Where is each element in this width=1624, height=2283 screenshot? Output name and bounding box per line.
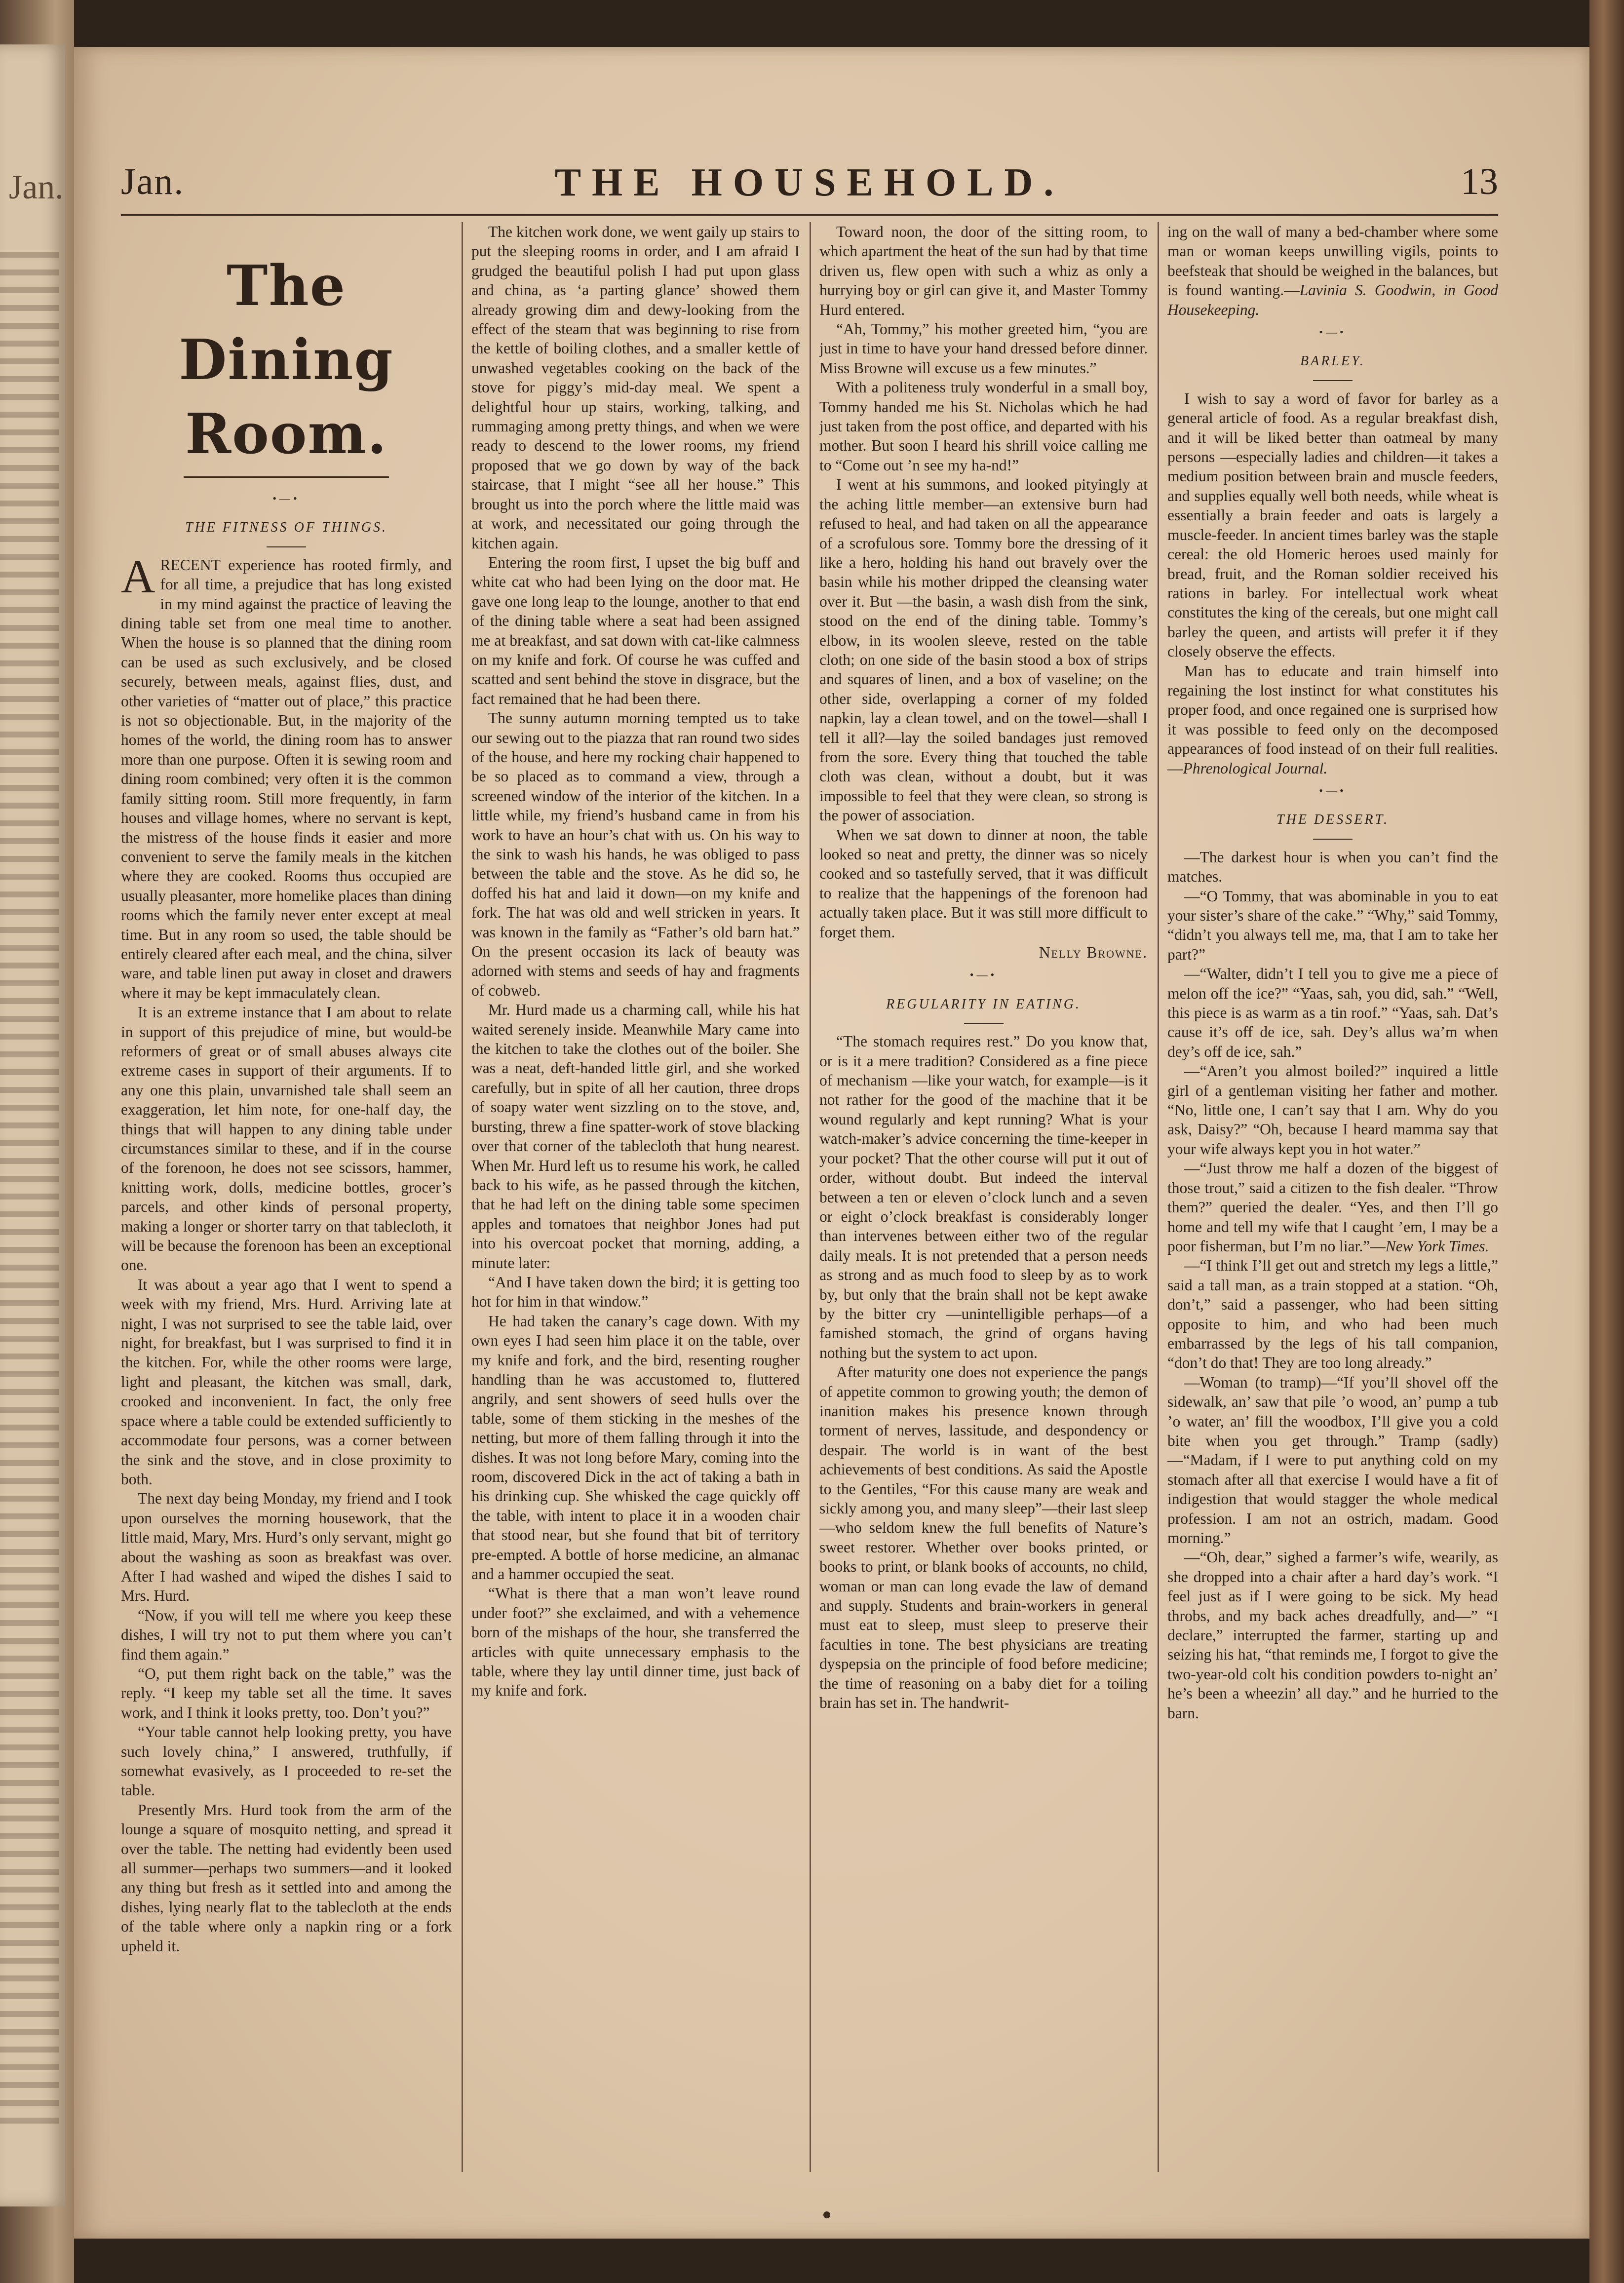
masthead-title: THE HOUSEHOLD. <box>554 161 1065 204</box>
paragraph-text: The sunny autumn morning tempted us to take our sewing out to the piazza that ran round two sides of the house, and here my rocking chair happened to be so placed as to command a view, through a screened window of the interior of the kitchen. In a little while, my friend’s husband came in from his work to have an hour’s chat with us. On his way to the sink to wash his hands, he was obliged to pass between the table and the stove. As he did so, he doffed his hat and laid it down—on my knife and fork. The hat was old and well stricken in years. It was known in the family as “Father’s old barn hat.” On the present occasion its lack of beauty was adorned with stems and seeds of hay and fragments of cobweb. <box>471 709 800 999</box>
paragraph <box>121 1800 452 1956</box>
source-attribution: Lavinia S. Goodwin, in Good Housekeeping. <box>1167 281 1498 318</box>
paragraph-text: —The darkest hour is when you can’t find the matches. <box>1167 848 1498 886</box>
article-subhead: THE FITNESS OF THINGS. <box>185 520 387 536</box>
paragraph <box>1167 848 1498 887</box>
ornament-divider: •—• <box>1319 326 1347 339</box>
paragraph-text: The next day being Monday, my friend and I took upon ourselves the morning housework, that the little maid, Mary, Mrs. Hurd’s only servant, might go about the washing as soon as breakfast was over. After I had washed and wiped the dishes I said to Mrs. Hurd. <box>121 1490 452 1605</box>
paragraph <box>819 475 1148 825</box>
column-4 <box>1167 222 1498 2172</box>
paragraph-text: Mr. Hurd made us a charming call, while his hat waited serenely inside. Meanwhile Mary came into the kitchen to take the clothes out of the boiler. She was a neat, deft-handed little girl, and she worked carefully, but in spite of all her caution, three drops of soapy water went sizzling on to the stove, and, bursting, threw a fine spatter-work of stove blacking over that corner of the tablecloth that hung nearest. When Mr. Hurd left us to resume his work, he called back to his wife, as he passed through the kitchen, that he had left on the dining table some specimen apples and tomatoes that neighbor Jones had put into his overcoat pocket that morning, adding, a minute later: <box>471 1001 800 1272</box>
paragraph-text: —Woman (to tramp)—“If you’ll shovel off the sidewalk, an’ saw that pile ’o wood, an’ pump a tub ’o water, an’ fill the woodbox, I’ll give you a cold bite when you get through.” Tramp (sadly)—“Madam, if I were to put anything cold on my stomach after all that exercise I would have a fit of indigestion that would stagger the whole medical profession. I am not an ostrich, madam. Good morning.” <box>1167 1373 1498 1547</box>
paragraph-text: RECENT experience has rooted firmly, and for all time, a prejudice that has long existed in my mind against the practice of leaving the dining table set from one meal time to another. When the house is so planned that the dining room can be used as such exclusively, and be closed securely, between meals, against flies, dust, and other varieties of “matter out of place,” this practice is not so objectionable. But, in the majority of the homes of the world, the dining room has to answer more than one purpose. Often it is sewing room and dining room combined; very often it is the common family sitting room. Still more frequently, in farm houses and village homes, where no servant is kept, the mistress of the house finds it easier and more convenient to serve the family meals in the kitchen where they are cooked. Rooms thus occupied are usually pleasanter, more homelike places than dining rooms which the family never enter except at meal time. But in any room so used, the table should be entirely cleared after each meal, and the china, silver ware, and table linen put away in closet and drawers where it may be kept immaculately clean. <box>121 556 452 1002</box>
book-edge-right <box>1589 0 1624 2283</box>
paragraph <box>471 1000 800 1273</box>
paragraph <box>471 1584 800 1700</box>
paragraph-text: “Your table cannot help looking pretty, you have such lovely china,” I answered, truthfully, if somewhat evasively, as I proceeded to re-set the table. <box>121 1723 452 1799</box>
drop-cap: A <box>121 549 155 603</box>
paragraph-text: Presently Mrs. Hurd took from the arm of the lounge a square of mosquito netting, and spread it over the table. The netting had evidently been used all summer—perhaps two summers—and it looked any thing but fresh as it settled into and among the dishes, lying nearly flat to the tablecloth at the ends of the table where only a napkin ring or a fork upheld it. <box>121 1801 452 1955</box>
paragraph <box>819 319 1148 378</box>
paragraph <box>121 1003 452 1275</box>
article-subhead: BARLEY. <box>1300 353 1365 369</box>
paragraph <box>121 1275 452 1489</box>
paragraph <box>1167 389 1498 661</box>
source-attribution: New York Times. <box>1385 1237 1489 1255</box>
paragraph-text: With a politeness truly wonderful in a small boy, Tommy handed me his St. Nicholas which he had just taken from the post office, and departed with his mother. But soon I heard his shrill voice calling me to “Come out ’n see my ha-nd!” <box>819 379 1148 474</box>
masthead-month: Jan. <box>121 161 185 202</box>
source-attribution: Phrenological Journal. <box>1183 759 1328 777</box>
article-subhead: REGULARITY IN EATING. <box>886 996 1081 1012</box>
paragraph <box>1167 1373 1498 1548</box>
paragraph <box>121 549 452 1003</box>
newspaper-page <box>74 47 1589 2239</box>
paragraph-text: “O, put them right back on the table,” was the reply. “I keep my table set all the time. It saves work, and I think it looks pretty, too. Don’t you?” <box>121 1664 452 1721</box>
section-title-rule <box>184 476 388 478</box>
paragraph-text: —“I think I’ll get out and stretch my legs a little,” said a tall man, as a train stopped at a station. “Oh, don’t,” said a passenger, who had been sitting opposite to him, and who had been much embarrassed by the legs of his tall companion, “don’t do that! They are too long already.” <box>1167 1257 1498 1372</box>
paragraph <box>1167 964 1498 1061</box>
paragraph-text: After maturity one does not experience the pangs of appetite common to growing youth; the demon of inanition makes his presence known through torment of nerves, lassitude, and despondency or despair. The world is in want of the best achievements of best conditions. As said the Apostle to the Gentiles, “For this cause many are weak and sickly among you, and many sleep”—their last sleep—who seldom knew the full benefits of Nature’s sweet restorer. Whether over books printed, or books to print, or blank books of accounts, no child, woman or man can long evade the law of demand and supply. Students and brain-workers in general must eat to sleep, must sleep to preserve their faculties in tone. The best physicians are treating dyspepsia on the principle of food before medicine; the time of reasoning on a baby diet for a toiling brain has set in. The handwrit- <box>819 1363 1148 1712</box>
paragraph-text: I wish to say a word of favor for barley as a general article of food. As a regular breakfast dish, and it will be liked better than oatmeal by many persons —especially ladies and children—it takes a medium position between brain and muscle feeders, and supplies equally well both needs, while wheat is essentially a brain feeder and oats is largely a muscle-feeder. In ancient times barley was the staple cereal: the old Homeric heroes used mainly for bread, fruit, and the Roman soldier received his rations in barley. For intellectual work wheat constitutes the king of the cereals, but one might call barley the queen, and artists will prefer it if they closely observe the effects. <box>1167 389 1498 660</box>
masthead <box>121 160 1498 220</box>
column-divider <box>462 222 463 2172</box>
paragraph <box>819 1032 1148 1362</box>
paragraph-text: —“O Tommy, that was abominable in you to eat your sister’s share of the cake.” “Why,” said Tommy, “didn’t you always tell me, ma, that I am to take her part?” <box>1167 887 1498 963</box>
column-2 <box>471 222 800 2172</box>
paragraph <box>1167 1159 1498 1256</box>
paragraph <box>1167 887 1498 965</box>
paragraph-text: —“Aren’t you almost boiled?” inquired a little girl of a gentleman visiting her father and mother. “No, little one, I can’t say that I am. Why do you ask, Daisy?” “Oh, because I heard mamma say that your wife always kept you in hot water.” <box>1167 1062 1498 1158</box>
column-1 <box>121 222 452 2172</box>
paragraph <box>1167 661 1498 778</box>
masthead-rule <box>121 214 1498 216</box>
paragraph <box>471 1312 800 1584</box>
column-3 <box>819 222 1148 2172</box>
paragraph <box>1167 222 1498 319</box>
paragraph-text: “Ah, Tommy,” his mother greeted him, “you are just in time to have your hand dressed before dinner. Miss Browne will excuse us a few minutes.” <box>819 320 1148 377</box>
paragraph-text: It was about a year ago that I went to spend a week with my friend, Mrs. Hurd. Arriving late at night, I was not surprised to see the table laid, over night, for breakfast, but I was surprised to find it in the kitchen. For, while the other rooms were large, light and pleasant, the kitchen was small, dark, crooked and inconvenient. In fact, the only free space where a table could be extended sufficiently to accommodate four persons, was a corner between the sink and the stove, and in close proximity to both. <box>121 1276 452 1488</box>
paragraph <box>819 825 1148 942</box>
paragraph <box>121 1606 452 1664</box>
subhead-rule <box>1313 839 1353 840</box>
paragraph-text: “What is there that a man won’t leave round under foot?” she exclaimed, and with a vehemence born of the mishaps of the hour, she transferred the articles with quite unnecessary emphasis to the table, where they lay until dinner time, just back of my knife and fork. <box>471 1585 800 1700</box>
paragraph <box>471 553 800 708</box>
previous-page-tab: Jan. <box>9 168 64 206</box>
paragraph-text: —“Just throw me half a dozen of the biggest of those trout,” said a citizen to the fish dealer. “Throw them?” queried the dealer. “Yes, and then I’ll go home and tell my wife that I caught ’em, I may be a poor fisherman, but I’m no liar.”— <box>1167 1160 1498 1255</box>
paragraph-text: —“Walter, didn’t I tell you to give me a piece of melon off the ice?” “Yaas, sah, you did, sah.” “Well, this piece is as warm as a tin roof.” “Yaas, sah. Dat’s cause it’s off de ice, sah. Dey’s allus wa’m when dey’s off de ice, sah.” <box>1167 965 1498 1060</box>
paragraph <box>1167 1256 1498 1372</box>
ornament-divider: •—• <box>1319 784 1347 797</box>
paragraph <box>471 222 800 553</box>
paragraph-text: He had taken the canary’s cage down. With my own eyes I had seen him place it on the table, over my knife and fork, and the bird, resenting rougher handling than he was accustomed to, fluttered angrily, and sent showers of seed hulls over the table, some of them sticking in the meshes of the netting, but more of them falling through it into the dishes. It was not long before Mary, coming into the room, discovered Dick in the act of taking a bath in his drinking cup. She whisked the cage quickly off the table, with intent to place it in a wooden chair that stood near, but she found that bit of territory pre-empted. A bottle of horse medicine, an almanac and a hammer occupied the seat. <box>471 1312 800 1583</box>
paragraph-text: Entering the room first, I upset the big buff and white cat who had been lying on the door mat. He gave one long leap to the lounge, another to that end of the dining table where a seat had been assigned me at breakfast, and sat down with cat-like calmness on my knife and fork. Of course he was cuffed and scatted and sent behind the stove in disgrace, but the fact remained that he had been there. <box>471 553 800 707</box>
paragraph <box>819 222 1148 319</box>
column-divider <box>1158 222 1159 2172</box>
paragraph <box>819 1362 1148 1712</box>
ornament-divider: •—• <box>272 492 300 504</box>
section-title: The Dining Room. <box>179 254 394 466</box>
ornament-divider: •—• <box>969 968 998 981</box>
paragraph <box>1167 1548 1498 1723</box>
page-footer-dot <box>823 2211 830 2218</box>
paragraph <box>121 1664 452 1722</box>
previous-page-edge <box>0 44 65 2206</box>
paragraph <box>471 1273 800 1312</box>
paragraph-text: It is an extreme instance that I am about to relate in support of this prejudice of mine, but would-be reformers of great or of small abuses always cite extreme cases in support of their arguments. If to any one this plain, unvarnished tale shall seem an exaggeration, let him note, for one-half day, the things that will happen to any dining table under circumstances similar to these, and if in the course of the forenoon, he does not see scissors, hammer, knitting work, dolls, medicine bottles, grocer’s parcels, and other kinds of personal property, making a longer or shorter tarry on that tablecloth, it will be because the forenoon has been an exceptional one. <box>121 1004 452 1274</box>
paragraph-text: The kitchen work done, we went gaily up stairs to put the sleeping rooms in order, and I am afraid I grudged the beautiful polish I had put upon glass and china, as ‘a parting glance’ showed them already growing dim and dewy-looking from the effect of the steam that was beginning to rise from the kettle of boiling clothes, and a smaller kettle of unwashed vegetables cooking on the back of the stove for piggy’s mid-day meal. We spent a delightful hour up stairs, working, talking, and rummaging among pretty things, and when we were ready to descend to the lower rooms, my friend proposed that we go down by way of the back staircase, that I might “see all her house.” This brought us into the porch where the little maid was at work, and necessitated our going through the kitchen again. <box>471 223 800 552</box>
paragraph <box>819 378 1148 475</box>
paragraph <box>1167 1061 1498 1159</box>
paragraph-text: “And I have taken down the bird; it is getting too hot for him in that window.” <box>471 1273 800 1311</box>
subhead-rule <box>1313 380 1353 381</box>
subhead-rule <box>964 1023 1004 1024</box>
paragraph-text: “The stomach requires rest.” Do you know that, or is it a mere tradition? Considered as a fine piece of mechanism —like your watch, for example—is it not rather for the good of the machine that it be wound regularly and kept running? What is your watch-maker’s advice concerning the time-keeper in your pocket? That the other course will put it out of order, without doubt. But indeed the interval between a ten or eleven o’clock lunch and a seven or eight o’clock breakfast is considerably longer than intervenes between either two of the regular daily meals. It is not pretended that a person needs as strong and as much food to sleep by as to work by, but only that the brain shall not be kept awake by the bitter cry —unintelligible perhaps—of a famished stomach, the grind of organs having nothing but the system to act upon. <box>819 1033 1148 1361</box>
paragraph-text: I went at his summons, and looked pityingly at the aching little member—an extensive burn had refused to heal, and had taken on all the appearance of a scrofulous sore. Tommy bore the dressing of it like a hero, holding his hand out bravely over the basin while his mother dripped the cleansing water over it. But —the basin, a wash dish from the sink, stood on the end of the dining table. Tommy’s elbow, in its woolen sleeve, rested on the table cloth; on one side of the basin stood a box of strips and squares of linen, and a box of vaseline; on the other side, overlapping a corner of my folded napkin, lay a clean towel, and on the towel—shall I tell it all?—lay the soiled bandages just removed from the sore. Every thing that touched the table cloth was clean, without a doubt, but it was impossible to feel that they were clean, so strong is the power of association. <box>819 476 1148 824</box>
paragraph <box>121 1722 452 1800</box>
previous-page-text-remnant <box>0 252 59 2128</box>
article-signature: Nelly Browne. <box>1039 944 1148 962</box>
masthead-page-number: 13 <box>1461 161 1498 202</box>
paragraph-text: —“Oh, dear,” sighed a farmer’s wife, wearily, as she dropped into a chair after a hard day’s work. “I feel just as if I were going to be sick. My head throbs, and my back aches dreadfully, and—” “I declare,” interrupted the farmer, starting up and seizing his hat, “that reminds me, I forgot to give the two-year-old colt his condition powders to-night an’ he’s been a wheezin’ all day.” and he hurried to the barn. <box>1167 1548 1498 1722</box>
paragraph-text: “Now, if you will tell me where you keep these dishes, I will try not to put them where you can’t find them again.” <box>121 1606 452 1663</box>
paragraph-text: ing on the wall of many a bed-chamber where some man or woman keeps unwilling vigils, points to beefsteak that should be weighed in the balances, but is found wanting.— <box>1167 223 1498 299</box>
article-subhead: THE DESSERT. <box>1276 812 1389 828</box>
paragraph-text: Man has to educate and train himself into regaining the lost instinct for what constitutes his proper food, and once regained one is surprised how it was possible to feed only on the decomposed appearances of food instead of on their full realities.— <box>1167 662 1498 777</box>
column-divider <box>810 222 811 2172</box>
paragraph-text: When we sat down to dinner at noon, the table looked so neat and pretty, the dinner was so nicely cooked and so tastefully served, that it was difficult to realize that the happenings of the forenoon had actually taken place. But it was still more difficult to forget them. <box>819 826 1148 941</box>
subhead-rule <box>267 546 306 547</box>
paragraph-text: Toward noon, the door of the sitting room, to which apartment the heat of the sun had by that time driven us, flew open with such a whiz as only a hurrying boy or girl can give it, and Master Tommy Hurd entered. <box>819 223 1148 318</box>
paragraph <box>471 708 800 1000</box>
paragraph <box>121 1489 452 1605</box>
